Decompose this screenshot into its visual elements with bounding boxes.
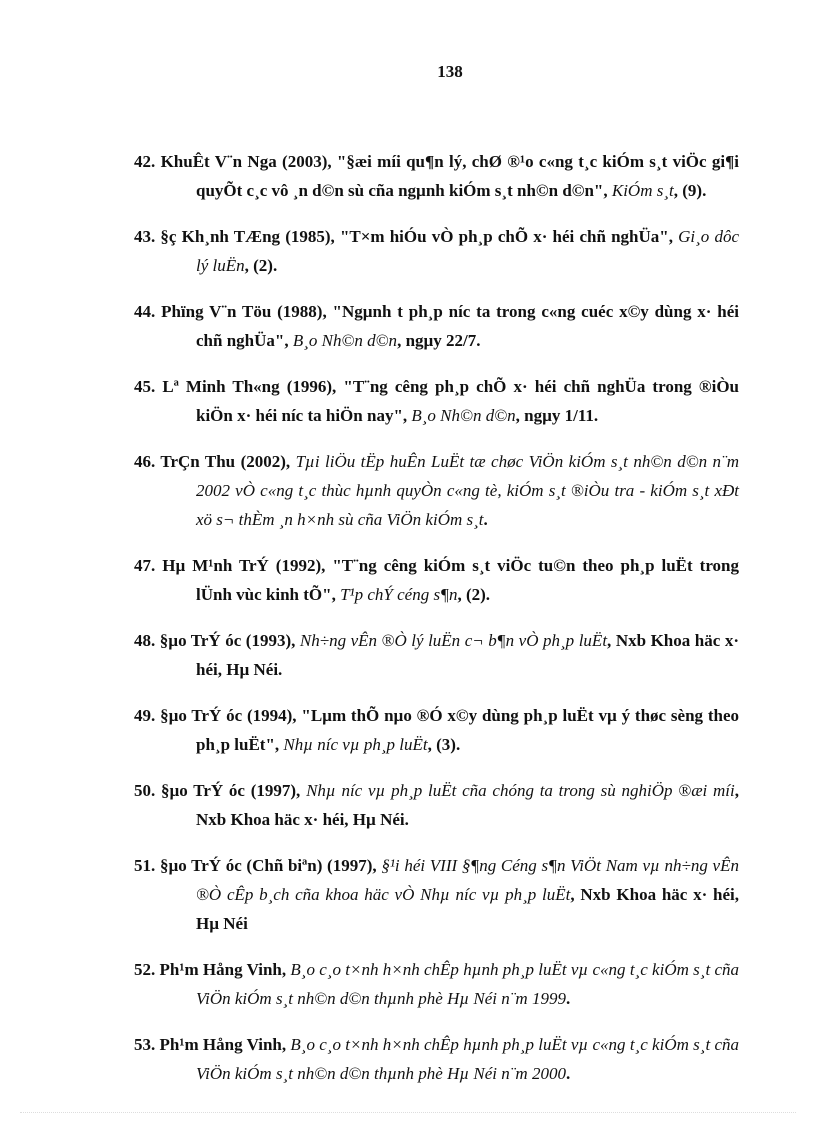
reference-text: Ph¹m Hång Vinh,: [159, 960, 291, 979]
reference-source: Nhµ níc vµ ph¸p luËt cña chóng ta trong sù nghiÖp ®æi míi: [306, 781, 735, 800]
reference-source: T¹p chÝ céng s¶n: [340, 585, 458, 604]
reference-number: 43.: [134, 227, 156, 246]
reference-suffix: .: [565, 1064, 571, 1083]
reference-text: Phïng V¨n Töu (1988), "Ngµnh t ph¸p níc ta trong c«ng cuéc x©y dùng x· héi chñ nghÜa",: [161, 302, 739, 350]
reference-number: 48.: [134, 631, 156, 650]
reference-suffix: , (3).: [427, 735, 461, 754]
reference-text: §µo TrÝ óc (Chñ biªn) (1997),: [159, 856, 382, 875]
reference-suffix: , ngµy 1/11.: [515, 406, 599, 425]
reference-text: Lª Minh Th«ng (1996), "T¨ng cêng ph¸p chÕ x· héi chñ nghÜa trong ®iÒu kiÖn x· héi níc ta hiÖn nay",: [162, 377, 739, 425]
reference-text: TrÇn Thu (2002),: [160, 452, 296, 471]
reference-suffix: .: [483, 510, 488, 529]
reference-suffix: , ngµy 22/7.: [397, 331, 481, 350]
reference-number: 44.: [134, 302, 156, 321]
reference-item: [134, 955, 739, 1013]
reference-suffix: , Nxb Khoa häc x· héi, Hµ Néi: [196, 885, 739, 933]
reference-text: §µo TrÝ óc (1994), "Lµm thÕ nµo ®Ó x©y dùng ph¸p luËt vµ ý thøc sèng theo ph¸p luËt",: [160, 706, 740, 754]
reference-text: Hµ M¹nh TrÝ (1992), "T¨ng cêng kiÓm s¸t viÖc tu©n theo ph¸p luËt trong lÜnh vùc kinh tÕ",: [162, 556, 740, 604]
reference-item: [134, 372, 739, 430]
reference-text: §µo TrÝ óc (1997),: [161, 781, 307, 800]
reference-item: [134, 851, 739, 938]
page-bottom-rule: [20, 1112, 796, 1113]
reference-number: 46.: [134, 452, 156, 471]
reference-source: B¸o Nh©n d©n: [292, 331, 398, 350]
reference-text: §ç Kh¸nh TÆng (1985), "T×m hiÓu vÒ ph¸p chÕ x· héi chñ nghÜa",: [160, 227, 679, 246]
reference-number: 52.: [134, 960, 156, 979]
reference-number: 47.: [134, 556, 156, 575]
reference-source: Gi¸o dôc lý luËn: [196, 227, 739, 275]
reference-source: Nh÷ng vÊn ®Ò lý luËn c¬ b¶n vÒ ph¸p luËt: [299, 631, 608, 650]
reference-item: [134, 551, 739, 609]
reference-suffix: , Nxb Khoa häc x· héi, Hµ Néi.: [196, 781, 739, 829]
reference-source: B¸o c¸o t×nh h×nh chÊp hµnh ph¸p luËt vµ c«ng t¸c kiÓm s¸t cña ViÖn kiÓm s¸t nh©n d©n thµnh phè Hµ Néi n¨m 2000: [196, 1035, 740, 1083]
reference-source: §¹i héi VIII §¶ng Céng s¶n ViÖt Nam vµ nh÷ng vÊn ®Ò cÊp b¸ch cña khoa häc vÒ Nhµ níc vµ ph¸p luËt: [196, 856, 739, 904]
reference-item: [134, 626, 739, 684]
reference-number: 50.: [134, 781, 156, 800]
reference-item: [134, 776, 739, 834]
reference-item: [134, 147, 739, 205]
reference-source: KiÓm s¸t: [611, 181, 674, 200]
reference-suffix: , (2).: [244, 256, 278, 275]
reference-suffix: , (2).: [457, 585, 491, 604]
reference-item: [134, 1030, 739, 1088]
reference-number: 42.: [134, 152, 156, 171]
reference-suffix: .: [565, 989, 571, 1008]
reference-text: Ph¹m Hång Vinh,: [159, 1035, 291, 1054]
page-number: 138: [437, 62, 463, 81]
reference-text: §µo TrÝ óc (1993),: [159, 631, 300, 650]
reference-source: Nhµ níc vµ ph¸p luËt: [283, 735, 428, 754]
reference-suffix: , (9).: [673, 181, 707, 200]
reference-item: [134, 447, 739, 534]
reference-number: 51.: [134, 856, 156, 875]
reference-source: Tµi liÖu tËp huÊn LuËt tæ chøc ViÖn kiÓm s¸t nh©n d©n n¨m 2002 vÒ c«ng t¸c thùc hµnh quyÒn c«ng tè, kiÓm s¸t ®iÒu tra - kiÓm s¸t xÐt xö s¬ thÈm ¸n h×nh sù cña ViÖn kiÓm s¸t: [196, 452, 739, 529]
reference-number: 49.: [134, 706, 156, 725]
reference-source: B¸o c¸o t×nh h×nh chÊp hµnh ph¸p luËt vµ c«ng t¸c kiÓm s¸t cña ViÖn kiÓm s¸t nh©n d©n thµnh phè Hµ Néi n¨m 1999: [196, 960, 740, 1008]
reference-text: KhuÊt V¨n Nga (2003), "§æi míi qu¶n lý, chØ ®¹o c«ng t¸c kiÓm s¸t viÖc gi¶i quyÕt c¸c vô ¸n d©n sù cña ngµnh kiÓm s¸t nh©n d©n",: [160, 152, 740, 200]
reference-suffix: , Nxb Khoa häc x· héi, Hµ Néi.: [196, 631, 739, 679]
reference-number: 45.: [134, 377, 156, 396]
reference-item: [134, 297, 739, 355]
reference-number: 53.: [134, 1035, 156, 1054]
reference-item: [134, 222, 739, 280]
reference-list: [134, 130, 739, 1092]
reference-item: [134, 701, 739, 759]
reference-source: B¸o Nh©n d©n: [411, 406, 516, 425]
